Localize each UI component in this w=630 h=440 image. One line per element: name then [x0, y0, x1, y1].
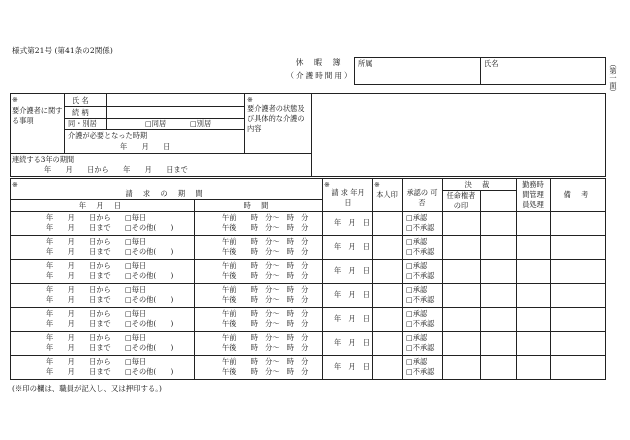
row-time-am: 午前 時 分〜 時 分	[222, 261, 309, 270]
name-label: 氏名	[484, 59, 499, 68]
row-freq-other[interactable]: □その他( )	[125, 367, 174, 376]
mark: ※	[324, 180, 331, 189]
row-date-to: 年 月 日まで	[46, 367, 111, 376]
form-number: 様式第21号 (第41条の2関係)	[12, 46, 113, 55]
mark: ※	[12, 95, 19, 104]
row-freq-daily[interactable]: □毎日	[125, 333, 147, 342]
mark: ※	[247, 95, 254, 104]
row-time-am: 午前 時 分〜 時 分	[222, 237, 309, 246]
living-field-label: 同・別居	[68, 119, 97, 128]
relation-field-label: 続 柄	[72, 108, 89, 117]
row-time-am: 午前 時 分〜 時 分	[222, 285, 309, 294]
period-value: 年 月 日から 年 月 日まで	[44, 165, 188, 174]
row-approve-checkbox[interactable]: □承認	[406, 309, 428, 318]
col-date-header: 年 月 日	[78, 201, 126, 210]
col-period-header: 請 求 の 期 間	[125, 189, 207, 198]
row-date-from: 年 月 日から	[46, 309, 111, 318]
row-freq-other[interactable]: □その他( )	[125, 271, 174, 280]
row-req-date: 年 月 日	[334, 314, 370, 323]
col-time-header: 時 間	[243, 201, 273, 210]
row-date-to: 年 月 日まで	[46, 295, 111, 304]
living-option-separate[interactable]: □別居	[190, 119, 212, 128]
row-freq-daily[interactable]: □毎日	[125, 357, 147, 366]
footnote: (※印の欄は、職員が記入し、又は押印する。)	[12, 384, 162, 393]
mark: ※	[374, 180, 381, 189]
row-freq-other[interactable]: □その他( )	[125, 319, 174, 328]
row-freq-other[interactable]: □その他( )	[125, 223, 174, 232]
row-approve-checkbox[interactable]: □承認	[406, 285, 428, 294]
row-date-to: 年 月 日まで	[46, 271, 111, 280]
row-time-pm: 午後 時 分〜 時 分	[222, 247, 309, 256]
row-time-am: 午前 時 分〜 時 分	[222, 213, 309, 222]
col-decision-header: 決 裁	[464, 180, 494, 189]
start-date: 年 月 日	[120, 142, 171, 151]
row-time-pm: 午後 時 分〜 時 分	[222, 295, 309, 304]
condition-content-box	[312, 93, 606, 177]
col-authorizer-header: 任命権者 の印	[446, 191, 476, 210]
col-approval-header: 承認の 可否	[406, 188, 438, 207]
row-approve-checkbox[interactable]: □承認	[406, 237, 428, 246]
row-approve-checkbox[interactable]: □承認	[406, 213, 428, 222]
row-freq-other[interactable]: □その他( )	[125, 295, 174, 304]
row-freq-daily[interactable]: □毎日	[125, 285, 147, 294]
row-time-pm: 午後 時 分〜 時 分	[222, 271, 309, 280]
row-date-from: 年 月 日から	[46, 357, 111, 366]
row-approve-checkbox[interactable]: □承認	[406, 261, 428, 270]
row-time-am: 午前 時 分〜 時 分	[222, 357, 309, 366]
row-reject-checkbox[interactable]: □不承認	[406, 223, 435, 232]
page-label: （第一面）	[609, 60, 618, 96]
row-date-to: 年 月 日まで	[46, 247, 111, 256]
care-person-section-label: 要介護者に関する事項	[12, 106, 63, 125]
row-approve-checkbox[interactable]: □承認	[406, 333, 428, 342]
row-time-pm: 午後 時 分〜 時 分	[222, 319, 309, 328]
row-freq-daily[interactable]: □毎日	[125, 213, 147, 222]
condition-label: 要介護者の状態及び具体的な介護の内容	[247, 104, 305, 133]
row-freq-daily[interactable]: □毎日	[125, 261, 147, 270]
row-freq-other[interactable]: □その他( )	[125, 343, 174, 352]
row-freq-other[interactable]: □その他( )	[125, 247, 174, 256]
row-date-to: 年 月 日まで	[46, 223, 111, 232]
row-date-from: 年 月 日から	[46, 213, 111, 222]
row-time-am: 午前 時 分〜 時 分	[222, 333, 309, 342]
row-approve-checkbox[interactable]: □承認	[406, 357, 428, 366]
living-option-together[interactable]: □同居	[145, 119, 167, 128]
row-date-to: 年 月 日まで	[46, 319, 111, 328]
row-freq-daily[interactable]: □毎日	[125, 309, 147, 318]
row-time-am: 午前 時 分〜 時 分	[222, 309, 309, 318]
name-field-label: 氏 名	[72, 96, 89, 105]
row-date-from: 年 月 日から	[46, 333, 111, 342]
col-hr-officer-header: 勤務時 間管理 員処理	[522, 180, 544, 209]
row-reject-checkbox[interactable]: □不承認	[406, 367, 435, 376]
row-reject-checkbox[interactable]: □不承認	[406, 343, 435, 352]
row-time-pm: 午後 時 分〜 時 分	[222, 367, 309, 376]
start-label: 介護が必要となった時期	[68, 131, 148, 140]
col-req-date-header: 請 求 年月日	[331, 188, 365, 207]
row-freq-daily[interactable]: □毎日	[125, 237, 147, 246]
row-req-date: 年 月 日	[334, 338, 370, 347]
row-date-from: 年 月 日から	[46, 285, 111, 294]
row-req-date: 年 月 日	[334, 218, 370, 227]
row-req-date: 年 月 日	[334, 242, 370, 251]
row-time-pm: 午後 時 分〜 時 分	[222, 343, 309, 352]
form-title: 休 暇 簿	[295, 58, 345, 67]
row-date-from: 年 月 日から	[46, 237, 111, 246]
col-self-seal-header: 本人印	[376, 190, 398, 199]
row-req-date: 年 月 日	[334, 290, 370, 299]
form-subtitle: （介護時間用）	[286, 71, 354, 80]
row-date-from: 年 月 日から	[46, 261, 111, 270]
row-req-date: 年 月 日	[334, 362, 370, 371]
row-date-to: 年 月 日まで	[46, 343, 111, 352]
col-remarks-header: 備 考	[563, 190, 593, 199]
row-reject-checkbox[interactable]: □不承認	[406, 295, 435, 304]
row-time-pm: 午後 時 分〜 時 分	[222, 223, 309, 232]
period-label: 連続する3年の期間	[12, 155, 75, 164]
row-req-date: 年 月 日	[334, 266, 370, 275]
row-reject-checkbox[interactable]: □不承認	[406, 319, 435, 328]
row-reject-checkbox[interactable]: □不承認	[406, 247, 435, 256]
dept-label: 所属	[358, 59, 373, 68]
mark: ※	[12, 180, 19, 189]
row-reject-checkbox[interactable]: □不承認	[406, 271, 435, 280]
